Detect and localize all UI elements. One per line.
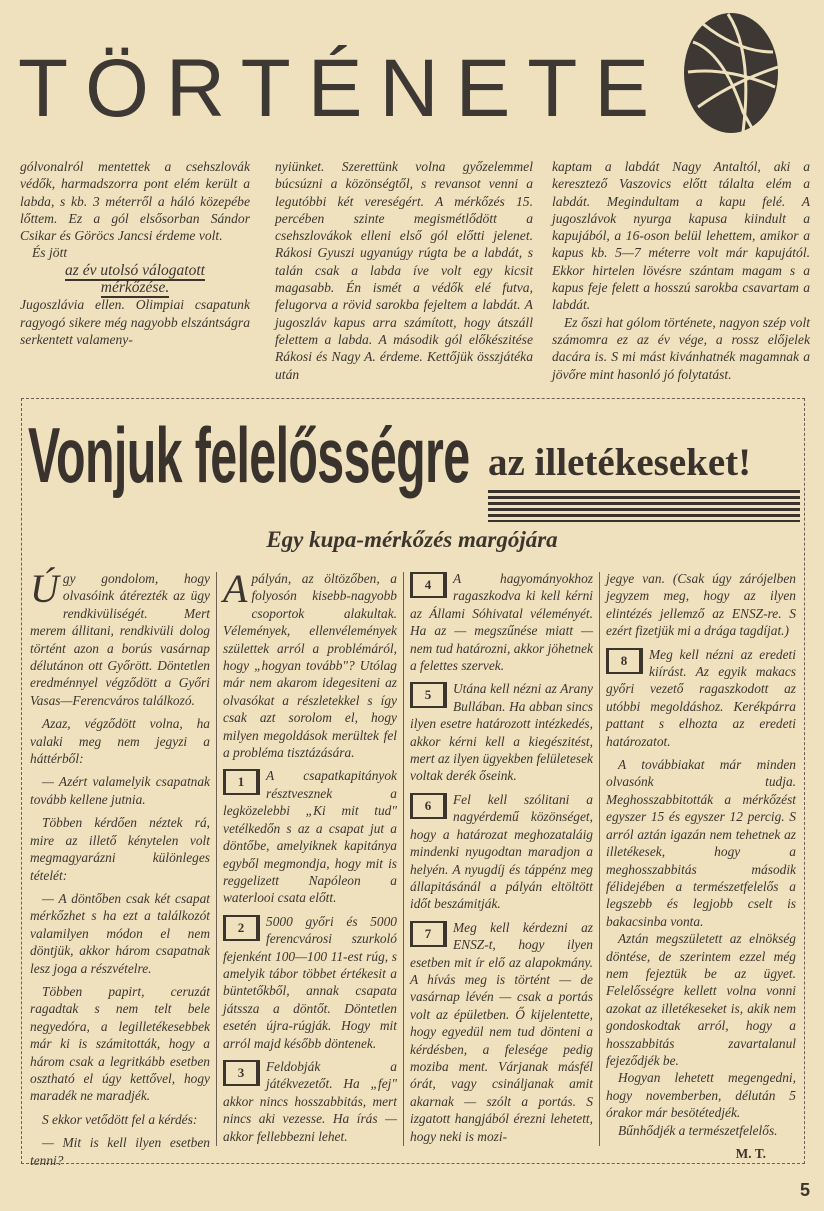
- paragraph: Bűnhődjék a természetfelelős.: [618, 1122, 778, 1138]
- paragraph: — A döntőben csak két csapat mérkőzhet s ha ezt a találkozót valamilyen módon el nem döntjük, akkor három csapatnak lesz joga a részvételre.: [30, 890, 210, 976]
- paragraph: Jugoszlávia ellen. Olimpiai csapatunk ragyogó sikere még nagyobb elszántságra serkentett valameny-: [20, 297, 250, 347]
- football-icon: [683, 12, 779, 134]
- top-column-2: [275, 158, 533, 383]
- paragraph: nyiünket. Szerettünk volna győzelemmel búcsúzni a közönségtől, s revansot venni a legutóbbi két vereségért. A mérkőzés 15. percében szinte megismétlődött a csehszlovákok elleni első gól előtti jelenet. Rákosi Gyuszi ugyanúgy rúgta be a labdát, s talán csak a labda íve volt egy kicsit magasabb. Én ismét a védők elé futva, felugorva a rövid sarokba fejeltem a labdát. A jugoszláv kapus arra számított, hogy átszáll felettem a labda. A második gól előkészitése Rákosi és Nagy A. érdeme. Kettőjük összjátéka után: [275, 159, 533, 382]
- item-text: Utána kell nézni az Arany Bullában. Ha abban sincs ilyen esetre határozott intézkedés, akkor kérni kell a kiegészitést, mert az ilyen ügyekben felületesek voltak derék őseink.: [410, 681, 593, 784]
- item-number-badge: 6: [410, 793, 447, 819]
- decorative-rules: [488, 490, 800, 522]
- item-text: Meg kell kérdezni az ENSZ-t, hogy ilyen esetben mit ír elő az alapokmány. A hívás meg is történt — de vasárnap lévén — csak a portás volt az épületben. Ő kijelentette, hogy egyedül nem tud dönteni a kérdésben, a felesége pedig moziba ment. Várjanak másfél órát, vagy csináljanak amit akarnak — szólt a portás. S izgatott hangjából érezni lehetett, hogy neki is mozi-: [410, 919, 593, 1144]
- item-text: 5000 győri és 5000 ferencvárosi szurkoló fejenként 100—100 11-est rúg, s amelyik tábor többet értékesit a büntetőkből, annak csapata játssza a döntőt. Döntetlen esetén újra-rúgják. Hogy mit arról majd később döntenek.: [223, 913, 397, 1051]
- paragraph: Ez őszi hat gólom története, nagyon szép volt számomra ez az év vége, a rossz előjelek dacára is. S mi mást kivánhatnék magamnak a jövőre mint hasonló jó folytatást.: [552, 314, 810, 382]
- paragraph: gólvonalról mentettek a csehszlovák védők, harmadszorra pont elém került a labda, s kb. 3 méterről a háló közepébe lőttem. Ez a gól elsősorban Sándor Csikar és Göröcs Jancsi érdeme volt.: [20, 159, 250, 244]
- paragraph: — Mit is kell ilyen esetben tenni?: [30, 1135, 210, 1168]
- article-column-3: [410, 570, 593, 1151]
- article-column-2: [223, 566, 397, 1151]
- item-number-badge: 3: [223, 1060, 260, 1086]
- section-kicker-title: TÖRTÉNETE: [18, 43, 667, 134]
- item-number-badge: 5: [410, 682, 447, 708]
- numbered-item: [223, 767, 397, 906]
- article-subtitle: Egy kupa-mérkőzés margójára: [266, 527, 558, 552]
- article-column-4: [606, 570, 796, 1162]
- item-number-badge: 4: [410, 572, 447, 598]
- item-number-badge: 2: [223, 915, 260, 941]
- column-divider: [599, 572, 600, 1146]
- numbered-item: [606, 646, 796, 750]
- article-column-1: [30, 566, 210, 1175]
- paragraph: gy gondolom, hogy olvasóink átérezték az ügy rendkivüliségét. Mert merem állitani, rendkivüli dolog történt azon a borús vasárnap délutánon ott Győrött. Döntetlen eredménnyel végződött a Győri Vasas—Ferencváros találkozó.: [30, 571, 210, 708]
- column-divider: [216, 572, 217, 1146]
- subheading-text: mérkőzése.: [100, 279, 170, 297]
- paragraph: Többen kérdően néztek rá, mire az illető kénytelen volt megmagyarázni különleges tételét:: [30, 815, 210, 883]
- paragraph: A továbbiakat már minden olvasónk tudja. Meghosszabbitották a mérkőzést egyszer 15 és egyszer 12 percig. S arról aztán igazán nem tehetnek az illetékesek, hogy a meghosszabbitás második félidejében a természetfelelős a legszebb és legjobb cselt is bakacsinba vonta.: [606, 757, 796, 929]
- numbered-item: [223, 1058, 397, 1145]
- numbered-item: [410, 680, 593, 784]
- headline-tail: az illetékeseket!: [488, 441, 752, 484]
- item-number-badge: 8: [606, 648, 643, 674]
- numbered-item: [410, 791, 593, 913]
- numbered-item: [410, 919, 593, 1145]
- paragraph: kaptam a labdát Nagy Antaltól, aki a keresztező Vaszovics előtt tálalta elém a labdát. Megindultam a kapu felé. A jugoszlávok nyurga kapusa kiindult a kapujából, a 16-oson belül lehettem, amikor a kapus kb. 5—7 méterre volt már kapujától. Ekkor hirtelen lövésre szántam magam s a kapus feje felett a hosszú sarokba csavartam a labdát.: [552, 159, 810, 313]
- paragraph: S ekkor vetődött fel a kérdés:: [42, 1111, 198, 1127]
- item-text: Fel kell szólitani a nagyérdemű közönséget, hogy a határozat meghozataláig mindenki nyugodtan maradjon a helyén. A nyugdíj és táppénz meg állapitásánál a pályán eltöltött időt beszámitják.: [410, 791, 593, 912]
- headline: Vonjuk felelősségre: [28, 411, 470, 499]
- drop-cap: A: [223, 566, 248, 611]
- paragraph: — Azért valamelyik csapatnak tovább kellene jutnia.: [30, 774, 210, 807]
- item-number-badge: 1: [223, 769, 260, 795]
- paragraph: pályán, az öltözőben, a folyosón kisebb-nagyobb csoportok alakultak. Vélemények, ellenvélemények születtek arról a problémáról, hogy „hogyan tovább"? Utólag már nem akarom idegesiteni az olvasókat a részletekkel s így csak azt sorolom el, hogy milyen megoldások merültek fel a probléma tisztázására.: [223, 571, 397, 761]
- subheading-text: az év utolsó válogatott: [65, 261, 205, 279]
- paragraph: És jött: [32, 245, 68, 261]
- page-number: 5: [800, 1180, 811, 1200]
- paragraph: Azaz, végződött volna, ha valaki meg nem jegyzi a háttérből:: [30, 716, 210, 767]
- top-column-1: [20, 158, 250, 348]
- column-divider: [403, 572, 404, 1146]
- subheading-2: [20, 279, 250, 296]
- paragraph: Aztán megszületett az elnökség döntése, de szerintem ezzel még nem fejeztük be az ügyet. Felelősségre kellett volna vonni azokat az illetékeseket is, akik nem gondoskodtak arról, hogy a hosszabbitás zavartalanul fejeződjék be.: [606, 931, 796, 1068]
- item-number-badge: 7: [410, 921, 447, 947]
- paragraph: Többen papirt, ceruzát ragadtak s nem telt bele negyedóra, a legilletékesebbek már ki is számitották, hogy a három csak a legritkább esetben osztható el úgy kettővel, hogy maradék ne maradjék.: [30, 983, 210, 1104]
- top-column-3: [552, 158, 810, 383]
- numbered-item: [223, 913, 397, 1052]
- subheading-1: [20, 262, 250, 279]
- item-text: A hagyományokhoz ragaszkodva ki kell kérni az Állami Sóhivatal véleményét. Ha az — megszűnése miatt — nem tud határozni, akkor jöhetnek a felettes szervek.: [410, 571, 593, 674]
- drop-cap: Ú: [30, 566, 59, 611]
- paragraph: jegye van. (Csak úgy zárójelben jegyzem meg, hogy az ilyen elintézés jellemző az ENSZ-re. S ezért fizetjük mi a drága tagdíjat.): [606, 571, 796, 639]
- item-text: A csapatkapitányok résztvesznek a legközelebbi „Ki mit tud" vetélkedőn s az a csapat jut a döntőbe, amelyiknek kapitánya egyből megmondja, hogy mit is reggelizett Napóleon a waterlooi csata előtt.: [223, 768, 397, 906]
- item-text: Feldobják a játékvezetőt. Ha „fej" akkor nincs hosszabbitás, mert nincs aki vezesse. Ha írás — akkor fellebbezni lehet.: [223, 1058, 397, 1144]
- numbered-item: [410, 570, 593, 674]
- paragraph: Hogyan lehetett megengedni, hogy novemberben, délután 5 órakor már besötétedjék.: [606, 1070, 796, 1121]
- item-text: Meg kell nézni az eredeti kiírást. Az egyik makacs győri vezető ragaszkodott az utóbbi megoldáshoz. Kerékpárra pattant s elhozta az eredeti határozatot.: [606, 646, 796, 749]
- author-signature: M. T.: [735, 1146, 766, 1161]
